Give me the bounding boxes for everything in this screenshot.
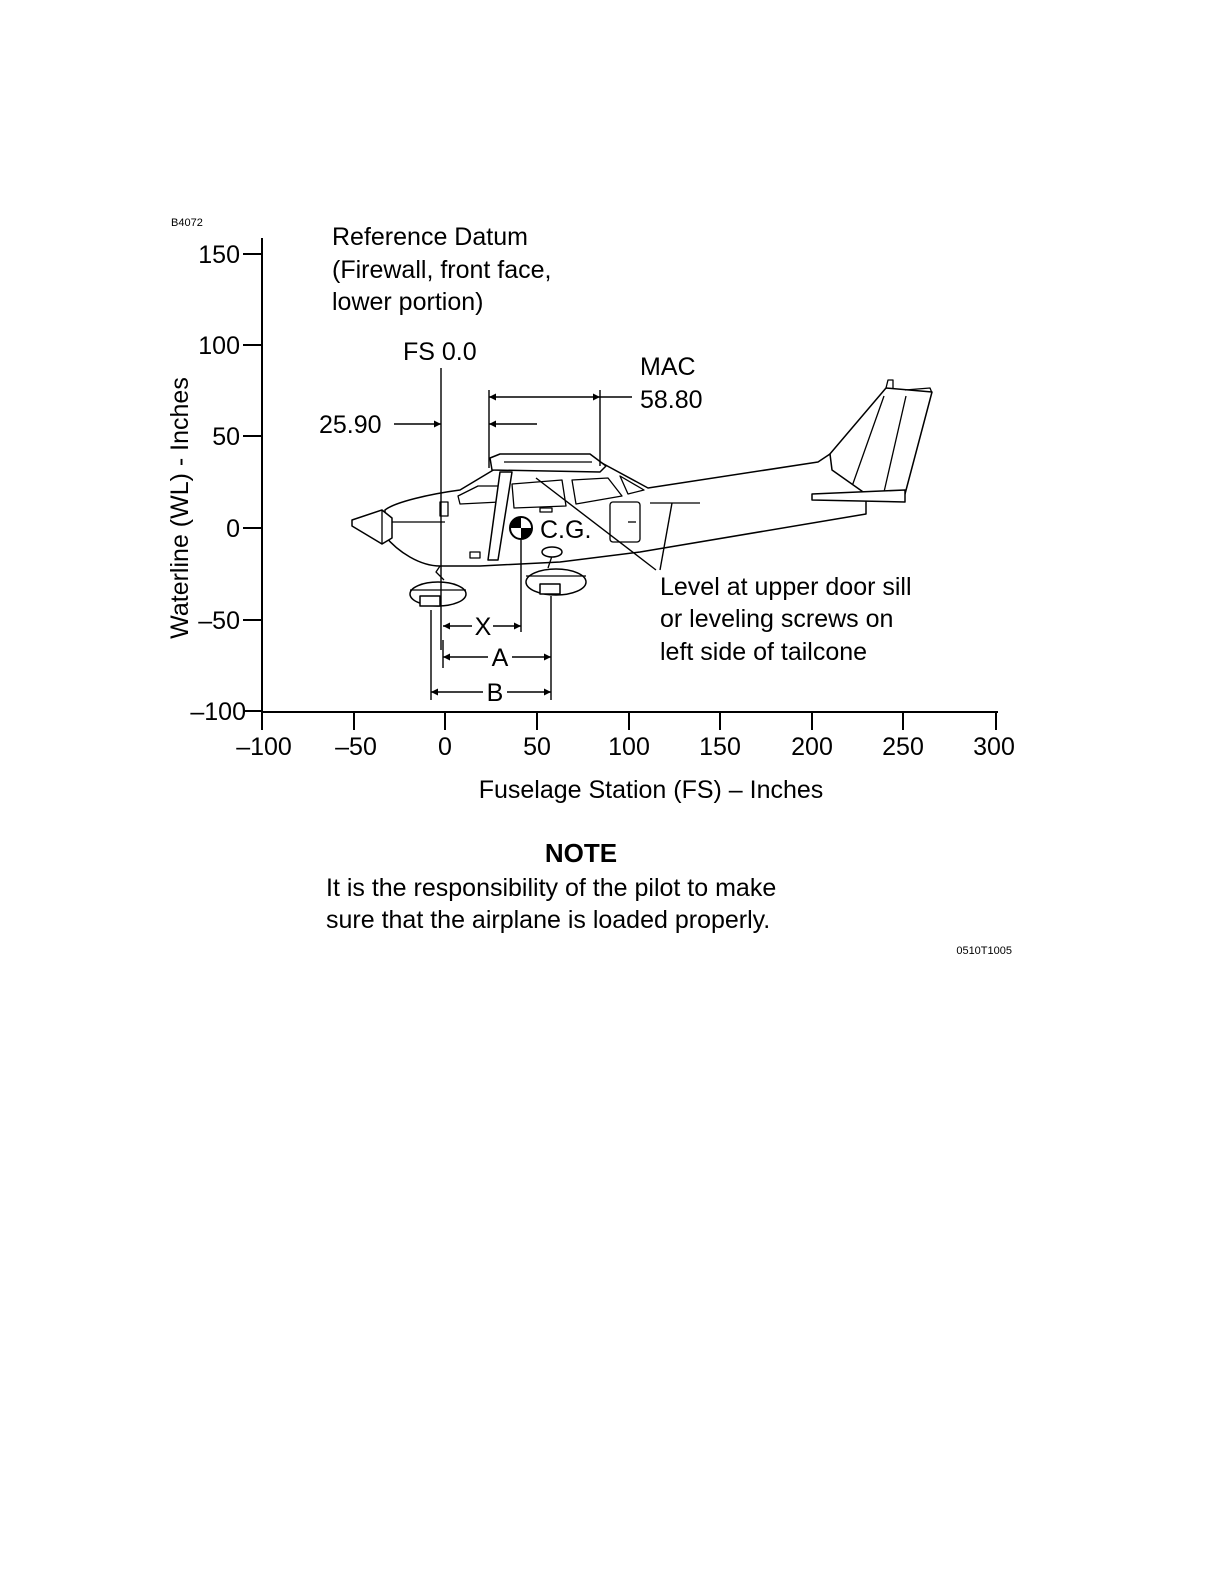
y-axis [166,238,262,726]
offset-arrow [319,411,441,439]
x-tick-label: 0 [438,733,452,761]
y-tick-label: –50 [198,607,240,635]
note-text: It is the responsibility of the pilot to make [326,874,777,902]
dim-b-label: B [486,679,504,707]
dim-x-label: X [474,613,492,641]
y-tick-label: –100 [190,698,246,726]
note-title: NOTE [544,838,618,868]
note-block [326,838,776,934]
x-axis [236,712,1015,804]
level-note-line: or leveling screws on [660,605,894,633]
fs-zero-label: FS 0.0 [403,338,477,366]
reference-datum-line: Reference Datum [332,223,528,251]
reference-datum-callout [332,223,552,316]
x-tick-label: 100 [608,733,650,761]
y-tick-label: 150 [198,241,240,269]
cg-label: C.G. [540,516,592,544]
y-tick-label: 100 [198,332,240,360]
y-tick-label: 0 [226,515,240,543]
mac-label: MAC [640,353,696,381]
figure-id: B4072 [171,217,203,229]
reference-datum-line: lower portion) [332,288,484,316]
y-tick-label: 50 [212,423,240,451]
x-tick-label: –100 [236,733,292,761]
mac-dimension [489,353,703,468]
x-tick-label: 300 [973,733,1015,761]
drawing-number: 0510T1005 [956,945,1012,957]
x-tick-label: 150 [699,733,741,761]
reference-datum-line: (Firewall, front face, [332,256,552,284]
note-text: sure that the airplane is loaded properly. [326,906,771,934]
x-tick-label: 200 [791,733,833,761]
x-axis-title: Fuselage Station (FS) – Inches [478,776,824,804]
y-axis-title: Waterline (WL) - Inches [166,377,194,639]
dim-a-label: A [491,644,509,672]
arm-dimensions [431,596,551,707]
x-tick-label: –50 [335,733,377,761]
offset-label: 25.90 [319,411,382,439]
mac-value: 58.80 [640,386,703,414]
x-tick-label: 250 [882,733,924,761]
level-note-line: Level at upper door sill [660,573,912,601]
x-tick-label: 50 [523,733,551,761]
level-note-line: left side of tailcone [660,638,868,666]
